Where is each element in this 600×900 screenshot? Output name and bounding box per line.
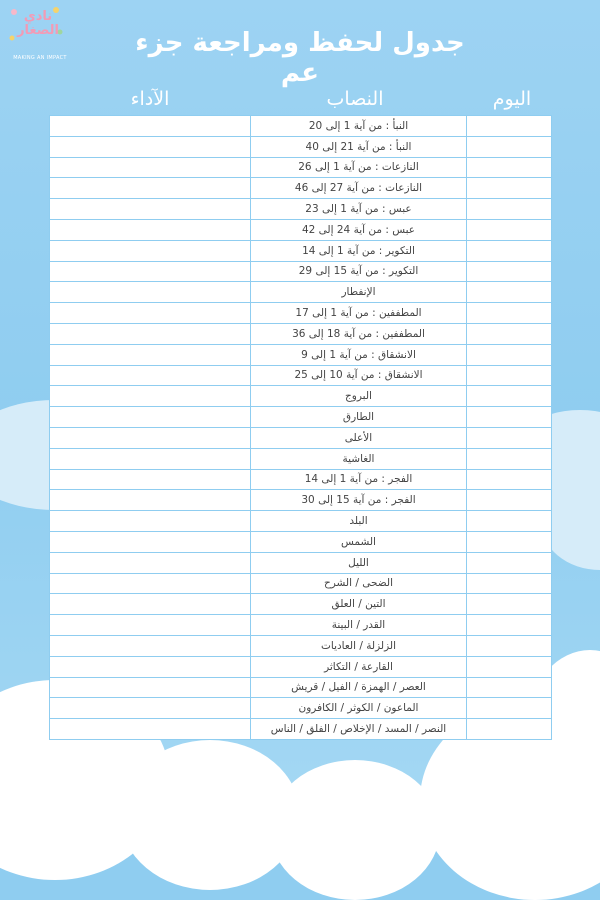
performance-cell[interactable]: [50, 469, 251, 490]
day-cell[interactable]: [467, 427, 552, 448]
performance-cell[interactable]: [50, 677, 251, 698]
portion-cell: الغاشية: [251, 448, 467, 469]
performance-cell[interactable]: [50, 573, 251, 594]
day-cell[interactable]: [467, 511, 552, 532]
day-cell[interactable]: [467, 199, 552, 220]
table-row: [50, 365, 552, 386]
performance-cell[interactable]: [50, 157, 251, 178]
performance-cell[interactable]: [50, 282, 251, 303]
portion-cell: الزلزلة / العاديات: [251, 635, 467, 656]
table-row: [50, 573, 552, 594]
logo-text: نادي الصغار: [17, 9, 59, 38]
portion-cell: النبأ : من آية 21 إلى 40: [251, 136, 467, 157]
performance-cell[interactable]: [50, 261, 251, 282]
portion-cell: الطارق: [251, 407, 467, 428]
portion-cell: الإنفطار: [251, 282, 467, 303]
table-row: [50, 635, 552, 656]
schedule-table: [49, 115, 552, 740]
table-row: [50, 677, 552, 698]
performance-cell[interactable]: [50, 323, 251, 344]
table-row: [50, 386, 552, 407]
day-cell[interactable]: [467, 719, 552, 740]
column-header-day: اليوم: [492, 88, 532, 110]
day-cell[interactable]: [467, 552, 552, 573]
portion-cell: القارعة / التكاثر: [251, 656, 467, 677]
table-row: [50, 427, 552, 448]
day-cell[interactable]: [467, 219, 552, 240]
performance-cell[interactable]: [50, 136, 251, 157]
portion-cell: عبس : من آية 24 إلى 42: [251, 219, 467, 240]
portion-cell: الانشقاق : من آية 10 إلى 25: [251, 365, 467, 386]
portion-cell: العصر / الهمزة / الفيل / قريش: [251, 677, 467, 698]
table-row: [50, 344, 552, 365]
portion-cell: الأعلى: [251, 427, 467, 448]
performance-cell[interactable]: [50, 552, 251, 573]
table-row: [50, 656, 552, 677]
portion-cell: البروج: [251, 386, 467, 407]
day-cell[interactable]: [467, 240, 552, 261]
portion-cell: القدر / البينة: [251, 615, 467, 636]
day-cell[interactable]: [467, 344, 552, 365]
day-cell[interactable]: [467, 469, 552, 490]
day-cell[interactable]: [467, 157, 552, 178]
performance-cell[interactable]: [50, 427, 251, 448]
portion-cell: النصر / المسد / الإخلاص / الفلق / الناس: [251, 719, 467, 740]
performance-cell[interactable]: [50, 407, 251, 428]
portion-cell: الليل: [251, 552, 467, 573]
table-row: [50, 719, 552, 740]
portion-cell: الماعون / الكوثر / الكافرون: [251, 698, 467, 719]
day-cell[interactable]: [467, 490, 552, 511]
portion-cell: التين / العلق: [251, 594, 467, 615]
portion-cell: الفجر : من آية 1 إلى 14: [251, 469, 467, 490]
portion-cell: التكوير : من آية 15 إلى 29: [251, 261, 467, 282]
performance-cell[interactable]: [50, 719, 251, 740]
performance-cell[interactable]: [50, 656, 251, 677]
table-row: [50, 282, 552, 303]
performance-cell[interactable]: [50, 219, 251, 240]
performance-cell[interactable]: [50, 448, 251, 469]
day-cell[interactable]: [467, 448, 552, 469]
performance-cell[interactable]: [50, 178, 251, 199]
day-cell[interactable]: [467, 615, 552, 636]
table-row: [50, 469, 552, 490]
performance-cell[interactable]: [50, 594, 251, 615]
day-cell[interactable]: [467, 407, 552, 428]
day-cell[interactable]: [467, 386, 552, 407]
performance-cell[interactable]: [50, 490, 251, 511]
day-cell[interactable]: [467, 261, 552, 282]
portion-cell: التكوير : من آية 1 إلى 14: [251, 240, 467, 261]
performance-cell[interactable]: [50, 698, 251, 719]
day-cell[interactable]: [467, 656, 552, 677]
performance-cell[interactable]: [50, 386, 251, 407]
table-row: [50, 178, 552, 199]
portion-cell: الضحى / الشرح: [251, 573, 467, 594]
table-row: [50, 261, 552, 282]
day-cell[interactable]: [467, 635, 552, 656]
table-row: [50, 407, 552, 428]
table-row: [50, 157, 552, 178]
table-row: [50, 511, 552, 532]
day-cell[interactable]: [467, 594, 552, 615]
performance-cell[interactable]: [50, 344, 251, 365]
performance-cell[interactable]: [50, 511, 251, 532]
portion-cell: المطففين : من آية 18 إلى 36: [251, 323, 467, 344]
table-row: [50, 531, 552, 552]
table-row: [50, 240, 552, 261]
portion-cell: البلد: [251, 511, 467, 532]
performance-cell[interactable]: [50, 531, 251, 552]
portion-cell: الفجر : من آية 15 إلى 30: [251, 490, 467, 511]
table-row: [50, 615, 552, 636]
column-header-portion: النصاب: [326, 88, 384, 110]
portion-cell: عبس : من آية 1 إلى 23: [251, 199, 467, 220]
table-row: [50, 594, 552, 615]
portion-cell: المطففين : من آية 1 إلى 17: [251, 303, 467, 324]
portion-cell: النازعات : من آية 1 إلى 26: [251, 157, 467, 178]
portion-cell: الانشقاق : من آية 1 إلى 9: [251, 344, 467, 365]
day-cell[interactable]: [467, 282, 552, 303]
table-row: [50, 698, 552, 719]
performance-cell[interactable]: [50, 303, 251, 324]
day-cell[interactable]: [467, 323, 552, 344]
day-cell[interactable]: [467, 573, 552, 594]
cloud-decoration: [270, 760, 440, 900]
table-row: [50, 448, 552, 469]
performance-cell[interactable]: [50, 199, 251, 220]
table-row: [50, 552, 552, 573]
column-header-performance: الآداء: [130, 88, 170, 110]
performance-cell[interactable]: [50, 365, 251, 386]
portion-cell: النازعات : من آية 27 إلى 46: [251, 178, 467, 199]
page-title: جدول لحفظ ومراجعة جزء عم: [135, 28, 465, 88]
performance-cell[interactable]: [50, 116, 251, 137]
performance-cell[interactable]: [50, 635, 251, 656]
logo-subtitle: MAKING AN IMPACT: [13, 55, 67, 61]
day-cell[interactable]: [467, 365, 552, 386]
table-row: [50, 116, 552, 137]
day-cell[interactable]: [467, 531, 552, 552]
portion-cell: الشمس: [251, 531, 467, 552]
day-cell[interactable]: [467, 303, 552, 324]
table-row: [50, 136, 552, 157]
day-cell[interactable]: [467, 136, 552, 157]
day-cell[interactable]: [467, 677, 552, 698]
performance-cell[interactable]: [50, 615, 251, 636]
table-row: [50, 219, 552, 240]
day-cell[interactable]: [467, 178, 552, 199]
table-row: [50, 199, 552, 220]
portion-cell: النبأ : من آية 1 إلى 20: [251, 116, 467, 137]
day-cell[interactable]: [467, 116, 552, 137]
table-row: [50, 303, 552, 324]
day-cell[interactable]: [467, 698, 552, 719]
table-row: [50, 490, 552, 511]
brand-logo: [6, 4, 66, 60]
table-row: [50, 323, 552, 344]
performance-cell[interactable]: [50, 240, 251, 261]
